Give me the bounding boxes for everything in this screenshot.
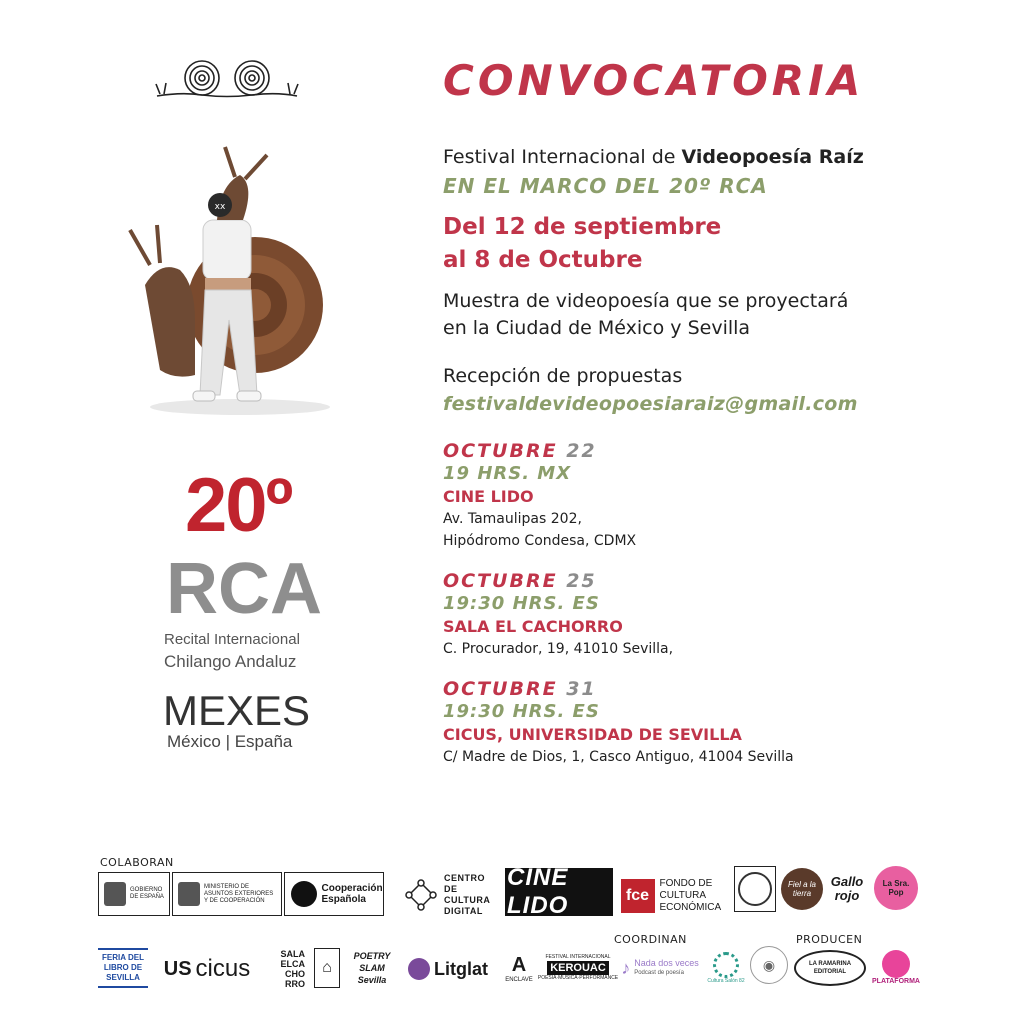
plataforma-logo	[872, 944, 920, 990]
nada-dos-veces-logo	[614, 950, 706, 986]
event-address-1: C. Procurador, 19, 41010 Sevilla,	[443, 641, 674, 657]
colaboran-label: COLABORAN	[100, 856, 174, 869]
seal-icon	[738, 872, 772, 906]
mexes-text: MEXES	[163, 687, 311, 731]
ccd-text: CENTRO DE CULTURA DIGITAL	[444, 873, 490, 916]
microphone-icon: ♪	[621, 957, 631, 978]
ministerio-logo	[172, 872, 282, 916]
event-address-2: Hipódromo Condesa, CDMX	[443, 533, 637, 549]
event-month: OCTUBRE	[443, 440, 558, 462]
enclave-icon: A	[511, 953, 527, 976]
kerouac-text: KEROUAC	[547, 961, 609, 975]
fiel-tierra-logo	[781, 868, 823, 910]
building-logo	[314, 948, 340, 988]
coordinan-label: COORDINAN	[614, 933, 687, 946]
snails-ornament-icon	[152, 58, 302, 100]
ministerio-text: MINISTERIO DE ASUNTOS EXTERIORES Y DE COOPERACIÓN	[204, 883, 274, 904]
sala-cachorro-logo	[262, 948, 308, 990]
event-day: 22	[566, 440, 597, 462]
event-venue: CICUS, UNIVERSIDAD DE SEVILLA	[443, 725, 742, 744]
page-title: CONVOCATORIA	[443, 56, 865, 105]
litglat-logo	[400, 950, 496, 988]
fce-icon: fce	[621, 879, 655, 913]
dates-line-2: al 8 de Octubre	[443, 247, 643, 273]
rca-logo-text: RCA	[166, 549, 322, 629]
centro-cultura-digital-logo	[400, 874, 504, 916]
event-venue: SALA EL CACHORRO	[443, 617, 623, 636]
enclave-text: ENCLAVE	[505, 976, 533, 983]
kerouac-logo	[537, 948, 619, 988]
poetry-slam-logo	[346, 948, 398, 988]
sala-text: SALA ELCA CHO RRO	[280, 949, 305, 989]
cooperacion-espanola-logo	[284, 872, 384, 916]
event-venue: CINE LIDO	[443, 487, 534, 506]
poetry-text: POETRY SLAM Sevilla	[353, 951, 391, 985]
recital-line-2: Chilango Andaluz	[164, 652, 297, 671]
event-date	[443, 570, 673, 592]
mexes-logo	[163, 687, 325, 731]
kerouac-bottom-text: POESÍA·MÚSICA·PERFORMANCE	[537, 975, 619, 981]
fce-logo	[620, 876, 730, 916]
cooperacion-icon	[291, 881, 317, 907]
plataforma-text: PLATAFORMA	[872, 977, 920, 985]
cine-lido-logo	[505, 864, 613, 919]
producen-label: PRODUCEN	[796, 933, 863, 946]
reception-label: Recepción de propuestas	[443, 365, 683, 387]
event-time: 19 HRS. MX	[443, 463, 572, 484]
event-month: OCTUBRE	[443, 570, 558, 592]
la-ramarina-logo	[794, 950, 866, 986]
feria-text: FERIA DEL LIBRO DE SEVILLA	[102, 953, 144, 982]
snail-figure-illustration	[125, 145, 355, 420]
anniversary-number: 20º	[185, 463, 292, 548]
cine-lido-text: CINE LIDO	[507, 864, 569, 919]
la-sra-pop-logo	[874, 866, 918, 910]
cultura-salon-logo	[706, 946, 746, 990]
svg-text:xx: xx	[214, 202, 226, 212]
kerouac-top-text: FESTIVAL INTERNACIONAL	[545, 954, 611, 960]
event-1	[443, 440, 636, 552]
enclave-logo	[502, 948, 536, 988]
event-day: 31	[566, 678, 597, 700]
event-date	[443, 678, 794, 700]
festival-line	[443, 146, 864, 168]
dates-line-1: Del 12 de septiembre	[443, 214, 722, 240]
gobierno-text: GOBIERNO DE ESPAÑA	[130, 887, 164, 900]
desc-line-1: Muestra de videopoesía que se proyectará	[443, 290, 849, 312]
gallo-text: Gallo rojo	[830, 874, 864, 903]
event-3	[443, 678, 794, 768]
nada-text: Nada dos veces	[634, 958, 699, 968]
festival-prefix: Festival Internacional de	[443, 146, 682, 168]
cultura-text: Cultura Salón 82	[707, 978, 745, 984]
event-time: 19:30 HRS. ES	[443, 593, 600, 614]
cicus-text: cicus	[195, 955, 251, 982]
cultura-icon	[713, 952, 739, 978]
event-address-1: C/ Madre de Dios, 1, Casco Antiguo, 41004 Sevilla	[443, 749, 794, 765]
cicus-logo	[156, 950, 258, 988]
seal-logo	[734, 866, 776, 912]
feria-libro-sevilla-logo	[98, 948, 148, 988]
nada-sub-text: Podcast de poesía	[634, 970, 684, 976]
plataforma-icon	[882, 950, 910, 978]
fiel-text: Fiel a la tierra	[787, 880, 816, 898]
festival-marco: EN EL MARCO DEL 20º RCA	[443, 174, 768, 198]
gallo-rojo-logo	[826, 866, 868, 912]
camera-logo	[750, 946, 788, 984]
fce-text: FONDO DE CULTURA ECONÓMICA	[659, 878, 722, 913]
event-day: 25	[566, 570, 597, 592]
festival-description	[443, 288, 848, 342]
building-icon: ⌂	[322, 959, 332, 976]
recital-line-1: Recital Internacional	[164, 631, 300, 648]
ramarina-text: LA RAMARINA EDITORIAL	[808, 961, 852, 975]
lasra-text: La Sra. Pop	[882, 879, 910, 897]
gobierno-espana-logo	[98, 872, 170, 916]
camera-icon: ◉	[762, 956, 776, 973]
crest-icon	[104, 882, 126, 906]
event-2	[443, 570, 673, 660]
desc-line-2: en la Ciudad de México y Sevilla	[443, 317, 751, 339]
litglat-icon	[408, 958, 430, 980]
event-time: 19:30 HRS. ES	[443, 701, 600, 722]
network-icon	[404, 878, 438, 912]
crest-icon	[178, 882, 200, 906]
event-address-1: Av. Tamaulipas 202,	[443, 511, 582, 527]
us-icon: US	[163, 957, 192, 980]
mexes-subtitle: México | España	[167, 732, 293, 751]
festival-name: Videopoesía Raíz	[681, 146, 864, 168]
contact-email[interactable]: festivaldevideopoesiaraiz@gmail.com	[443, 393, 858, 415]
event-month: OCTUBRE	[443, 678, 558, 700]
cooperacion-text: Cooperación Española	[321, 883, 383, 905]
event-date	[443, 440, 636, 462]
litglat-text: Litglat	[434, 958, 488, 979]
festival-dates	[443, 211, 721, 277]
